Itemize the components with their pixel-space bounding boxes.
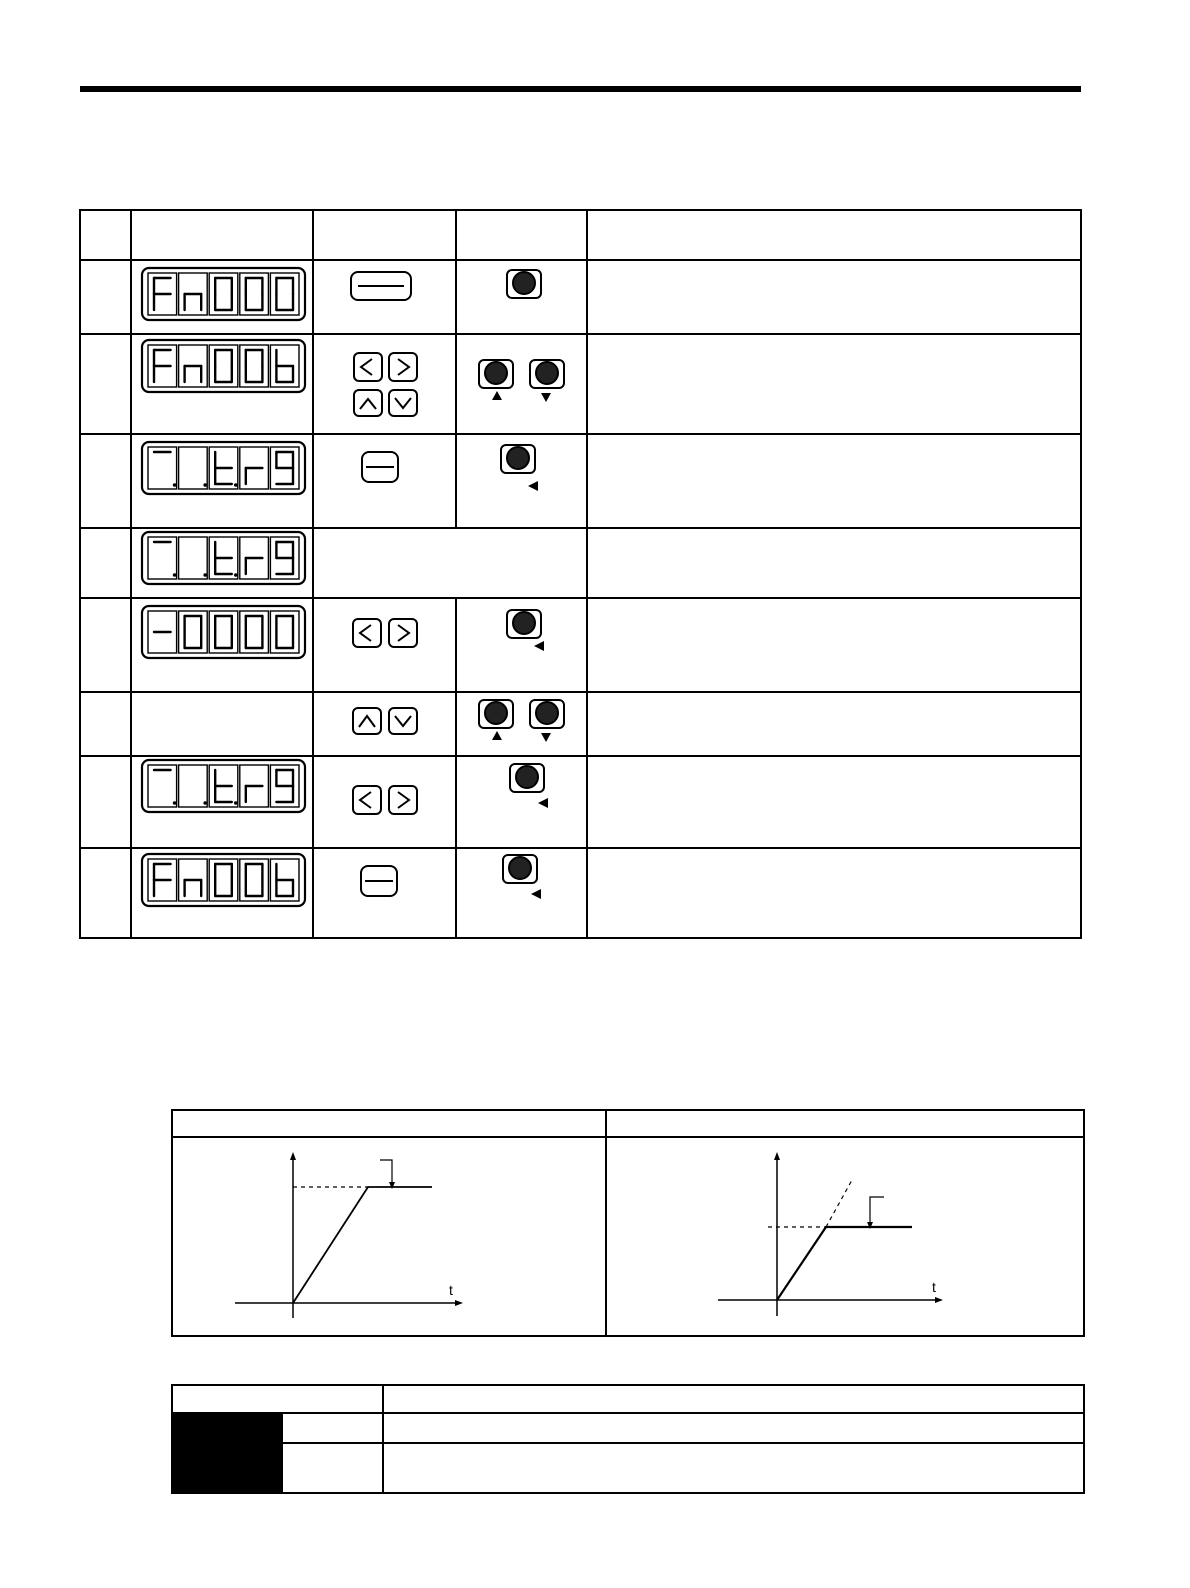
black-cell xyxy=(172,1413,282,1493)
right-x-label: t xyxy=(932,1279,936,1295)
left-x-label: t xyxy=(449,1282,453,1298)
